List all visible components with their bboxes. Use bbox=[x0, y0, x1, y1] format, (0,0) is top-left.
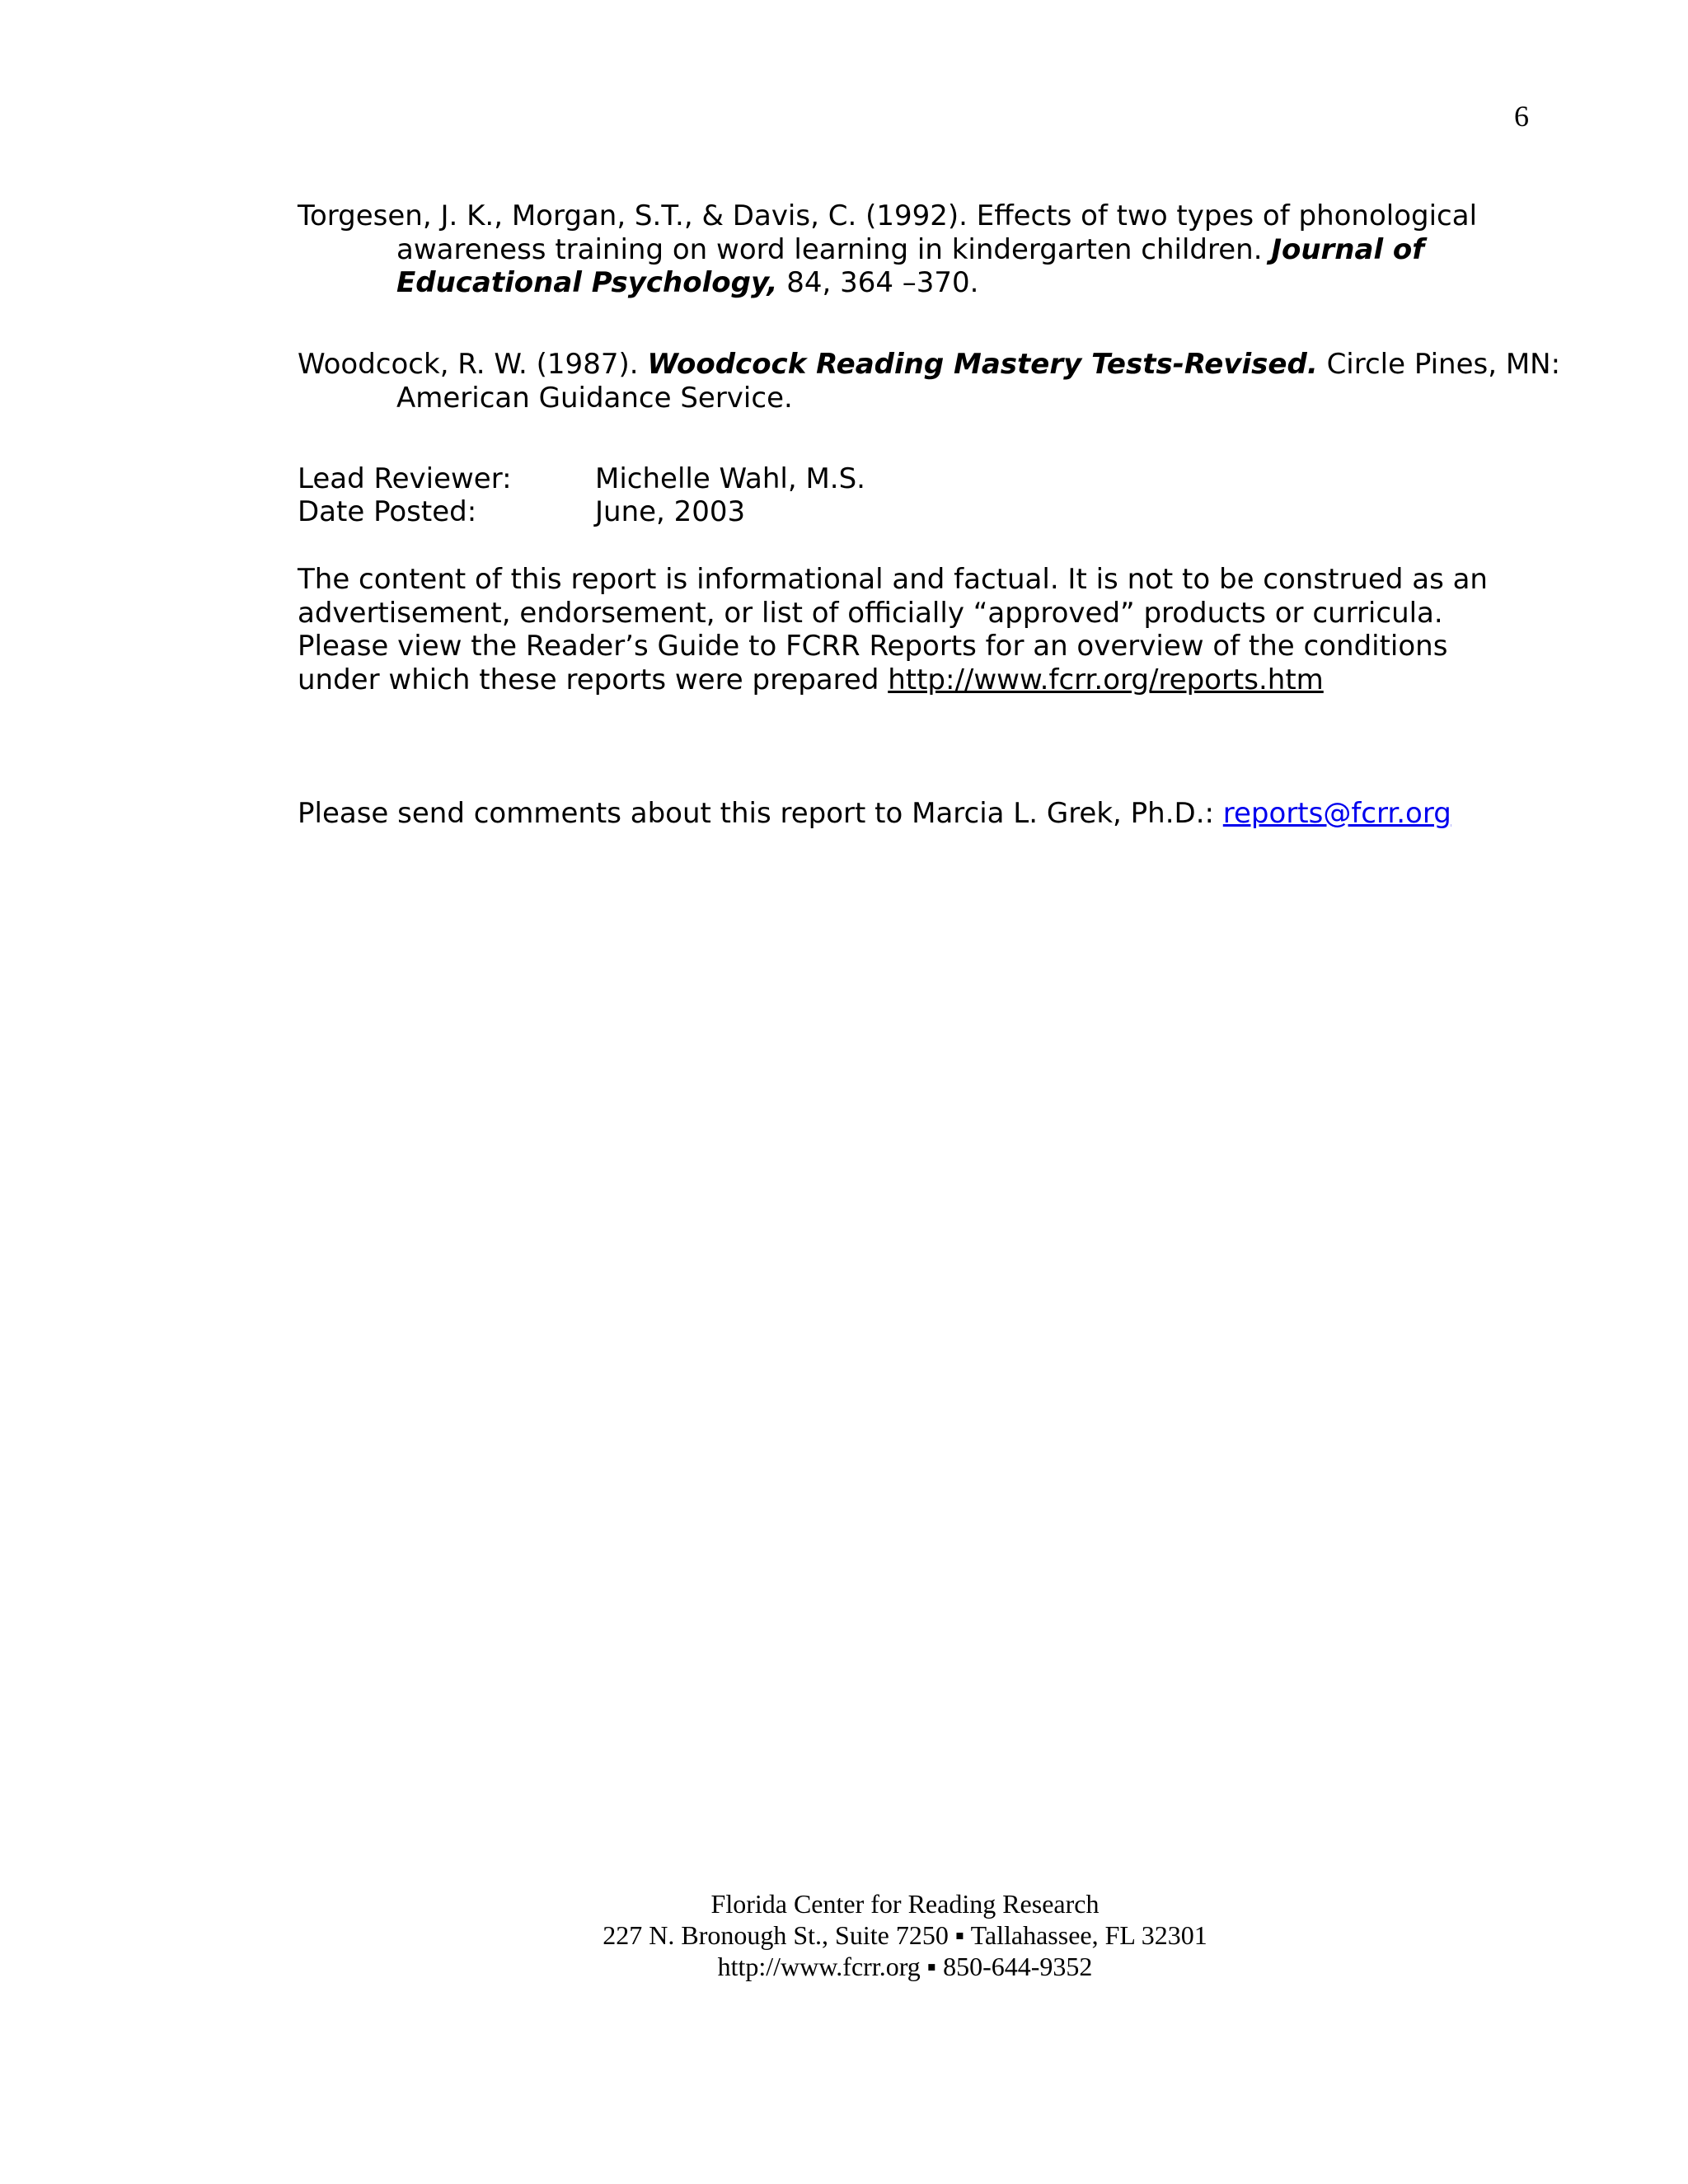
reference-tail: 84, 364 –370. bbox=[786, 266, 979, 299]
date-posted-value: June, 2003 bbox=[595, 495, 746, 528]
reference-torgesen bbox=[298, 199, 1600, 300]
disclaimer-line: Please view the Reader’s Guide to FCRR Reports for an overview of the conditions bbox=[298, 630, 1448, 663]
reference-lead: Woodcock, R. W. (1987). bbox=[298, 348, 639, 381]
page-footer bbox=[0, 1888, 1688, 1982]
page-number: 6 bbox=[1514, 100, 1529, 133]
comments-text: Please send comments about this report to Marcia L. Grek, Ph.D.: bbox=[298, 797, 1214, 830]
reference-lead: Torgesen, J. K., Morgan, S.T., & Davis, C. (1992). Effects of two types of phonological awareness training on word learning in kindergarten children. bbox=[298, 199, 1478, 266]
reports-guide-link[interactable]: http://www.fcrr.org/reports.htm bbox=[888, 663, 1324, 696]
reference-tail: Circle Pines, MN: American Guidance Service. bbox=[396, 348, 1561, 415]
reference-journal-title: Journal of Educational Psychology, bbox=[396, 232, 1425, 299]
footer-org-name: Florida Center for Reading Research bbox=[710, 1889, 1100, 1919]
lead-reviewer-label: Lead Reviewer: bbox=[298, 462, 512, 495]
disclaimer-line bbox=[298, 663, 1509, 697]
reference-woodcock bbox=[298, 348, 1600, 415]
comments-line bbox=[298, 797, 1451, 831]
footer-contact: http://www.fcrr.org ▪ 850-644-9352 bbox=[717, 1952, 1093, 1981]
disclaimer-line-text: under which these reports were prepared bbox=[298, 663, 879, 696]
reference-book-title: Woodcock Reading Mastery Tests-Revised. bbox=[647, 348, 1318, 381]
disclaimer-line: The content of this report is informational and factual. It is not to be construed as an bbox=[298, 563, 1488, 596]
date-posted-label: Date Posted: bbox=[298, 495, 477, 528]
footer-address: 227 N. Bronough St., Suite 7250 ▪ Tallahassee, FL 32301 bbox=[603, 1920, 1207, 1950]
lead-reviewer-value: Michelle Wahl, M.S. bbox=[595, 462, 865, 495]
email-link[interactable]: reports@fcrr.org bbox=[1222, 797, 1451, 830]
disclaimer-line: advertisement, endorsement, or list of officially “approved” products or curricula. bbox=[298, 596, 1443, 630]
disclaimer-paragraph bbox=[298, 563, 1509, 696]
